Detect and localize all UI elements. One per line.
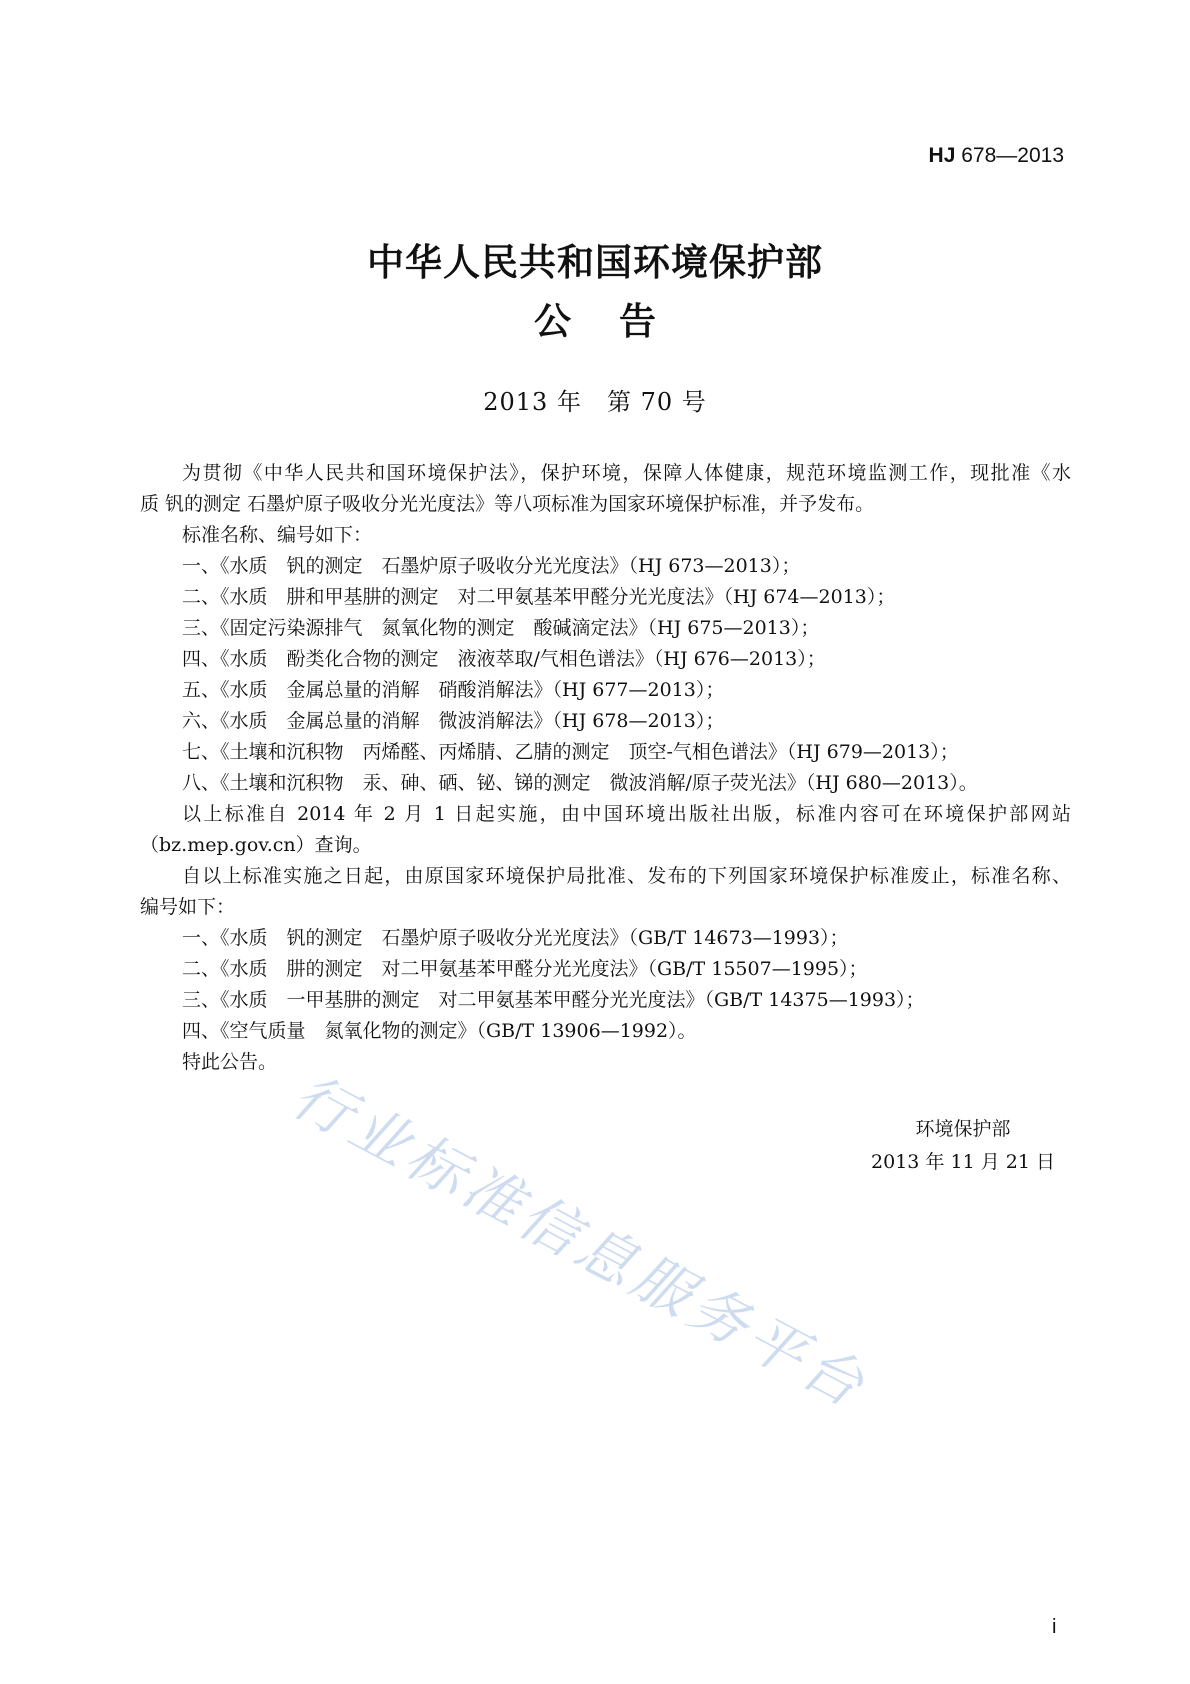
ministry-title: 中华人民共和国环境保护部 (367, 241, 823, 284)
abolish-line: 编号如下： (140, 896, 236, 918)
abolish-line: 自以上标准实施之日起，由原国家环境保护局批准、发布的下列国家环境保护标准废止，标准名称、 (182, 865, 1071, 887)
intro-line: 质 钒的测定 石墨炉原子吸收分光光度法》等八项标准为国家环境保护标准，并予发布。 (140, 493, 875, 515)
standard-code-number: 678—2013 (955, 144, 1064, 167)
new-standard-item: 六、《水质 金属总量的消解 微波消解法》（HJ 678—2013）； (182, 710, 725, 732)
watermark: 行业标准信息服务平台 (281, 1061, 879, 1422)
intro-line: 为贯彻《中华人民共和国环境保护法》，保护环境，保障人体健康，规范环境监测工作，现批准《水 (182, 462, 1071, 484)
signature-org: 环境保护部 (915, 1118, 1011, 1140)
standard-code-prefix: HJ (928, 144, 956, 167)
abolished-standard-item: 三、《水质 一甲基肼的测定 对二甲氨基苯甲醛分光光度法》（GB/T 14375—1993）； (182, 989, 925, 1011)
signature-date: 2013 年 11 月 21 日 (871, 1151, 1055, 1173)
new-standard-item: 八、《土壤和沉积物 汞、砷、硒、铋、锑的测定 微波消解/原子荧光法》（HJ 680—2013）。 (182, 772, 978, 794)
new-standard-item: 二、《水质 肼和甲基肼的测定 对二甲氨基苯甲醛分光光度法》（HJ 674—2013）； (182, 586, 896, 608)
effective-date-line: （bz.mep.gov.cn）查询。 (140, 834, 372, 856)
closing-text: 特此公告。 (182, 1051, 278, 1073)
abolished-standard-item: 一、《水质 钒的测定 石墨炉原子吸收分光光度法》（GB/T 14673—1993）； (182, 927, 849, 949)
announcement-body (140, 458, 1071, 1078)
new-standard-item: 七、《土壤和沉积物 丙烯醛、丙烯腈、乙腈的测定 顶空-气相色谱法》（HJ 679—2013）； (182, 741, 959, 763)
abolished-standard-item: 二、《水质 肼的测定 对二甲氨基苯甲醛分光光度法》（GB/T 15507—1995）； (182, 958, 868, 980)
announcement-title: 公告 (534, 300, 704, 343)
new-standard-item: 一、《水质 钒的测定 石墨炉原子吸收分光光度法》（HJ 673—2013）； (182, 555, 801, 577)
new-standard-item: 四、《水质 酚类化合物的测定 液液萃取/气相色谱法》（HJ 676—2013）； (182, 648, 826, 670)
list-heading: 标准名称、编号如下： (182, 524, 373, 546)
effective-date-line: 以上标准自 2014 年 2 月 1 日起实施，由中国环境出版社出版，标准内容可在环境保护部网站 (182, 803, 1071, 825)
abolished-standard-item: 四、《空气质量 氮氧化物的测定》（GB/T 13906—1992）。 (182, 1020, 697, 1042)
standard-code (929, 144, 1064, 168)
page-number: i (1052, 1616, 1057, 1638)
new-standard-item: 五、《水质 金属总量的消解 硝酸消解法》（HJ 677—2013）； (182, 679, 725, 701)
new-standard-item: 三、《固定污染源排气 氮氧化物的测定 酸碱滴定法》（HJ 675—2013）； (182, 617, 820, 639)
issue-number: 2013 年 第 70 号 (483, 388, 707, 416)
